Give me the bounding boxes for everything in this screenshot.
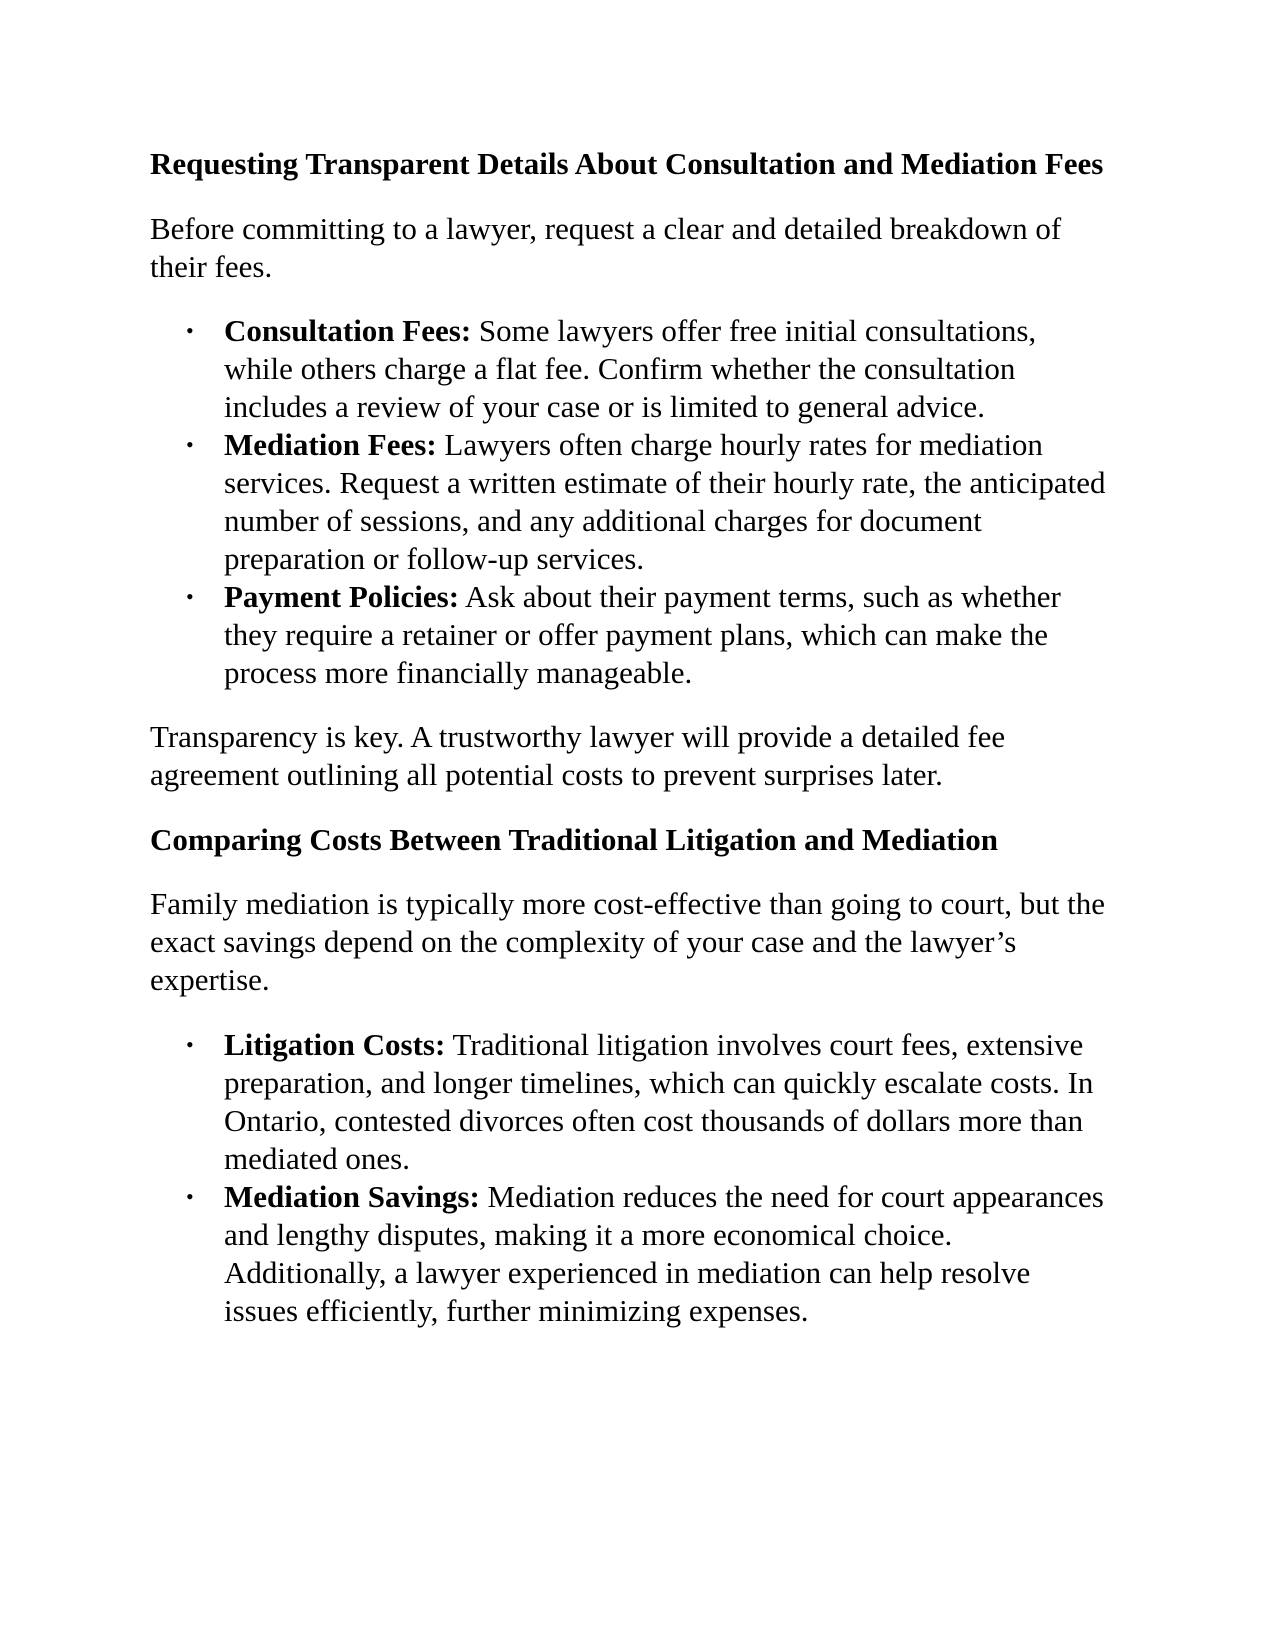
bullet-icon: • [186, 432, 194, 457]
bullet-icon: • [186, 1184, 194, 1209]
list-item-label: Consultation Fees: [224, 313, 472, 348]
section-1-outro: Transparency is key. A trustworthy lawyer will provide a detailed fee agreement outlining all potential costs to prevent surprises later. [150, 719, 1006, 792]
list-item-payment-policies [150, 578, 1110, 692]
bullet-icon: • [186, 584, 194, 609]
list-item-text: Mediation reduces the need for court appearances and lengthy disputes, making it a more economical choice. Additionally, a lawyer experienced in mediation can help resolve issues efficiently, further minimizing expenses. [224, 1179, 1104, 1328]
bullet-icon: • [186, 318, 194, 343]
list-item-mediation-fees [150, 426, 1110, 578]
list-item-label: Payment Policies: [224, 579, 460, 614]
list-item-text: Lawyers often charge hourly rates for mediation services. Request a written estimate of their hourly rate, the anticipated number of sessions, and any additional charges for document preparation or follow-up services. [224, 427, 1106, 576]
list-item-mediation-savings [150, 1178, 1110, 1330]
section-2-intro: Family mediation is typically more cost-effective than going to court, but the exact savings depend on the complexity of your case and the lawyer’s expertise. [150, 886, 1106, 997]
section-2-heading: Comparing Costs Between Traditional Litigation and Mediation [150, 822, 998, 857]
list-item-litigation-costs [150, 1026, 1110, 1178]
list-item-label: Litigation Costs: [224, 1027, 446, 1062]
bullet-icon: • [186, 1032, 194, 1057]
document-page [150, 145, 1110, 1330]
section-1-intro: Before committing to a lawyer, request a clear and detailed breakdown of their fees. [150, 211, 1062, 284]
section-1-heading: Requesting Transparent Details About Consultation and Mediation Fees [150, 146, 1104, 181]
list-item-label: Mediation Savings: [224, 1179, 480, 1214]
section-2-list [150, 1026, 1110, 1330]
list-item-consultation-fees [150, 312, 1110, 426]
section-1-list [150, 312, 1110, 692]
list-item-text: Ask about their payment terms, such as whether they require a retainer or offer payment plans, which can make the process more financially manageable. [224, 579, 1061, 690]
list-item-label: Mediation Fees: [224, 427, 437, 462]
list-item-text: Some lawyers offer free initial consultations, while others charge a flat fee. Confirm whether the consultation includes a review of your case or is limited to general advice. [224, 313, 1037, 424]
list-item-text: Traditional litigation involves court fees, extensive preparation, and longer timelines, which can quickly escalate costs. In Ontario, contested divorces often cost thousands of dollars more than mediated ones. [224, 1027, 1094, 1176]
